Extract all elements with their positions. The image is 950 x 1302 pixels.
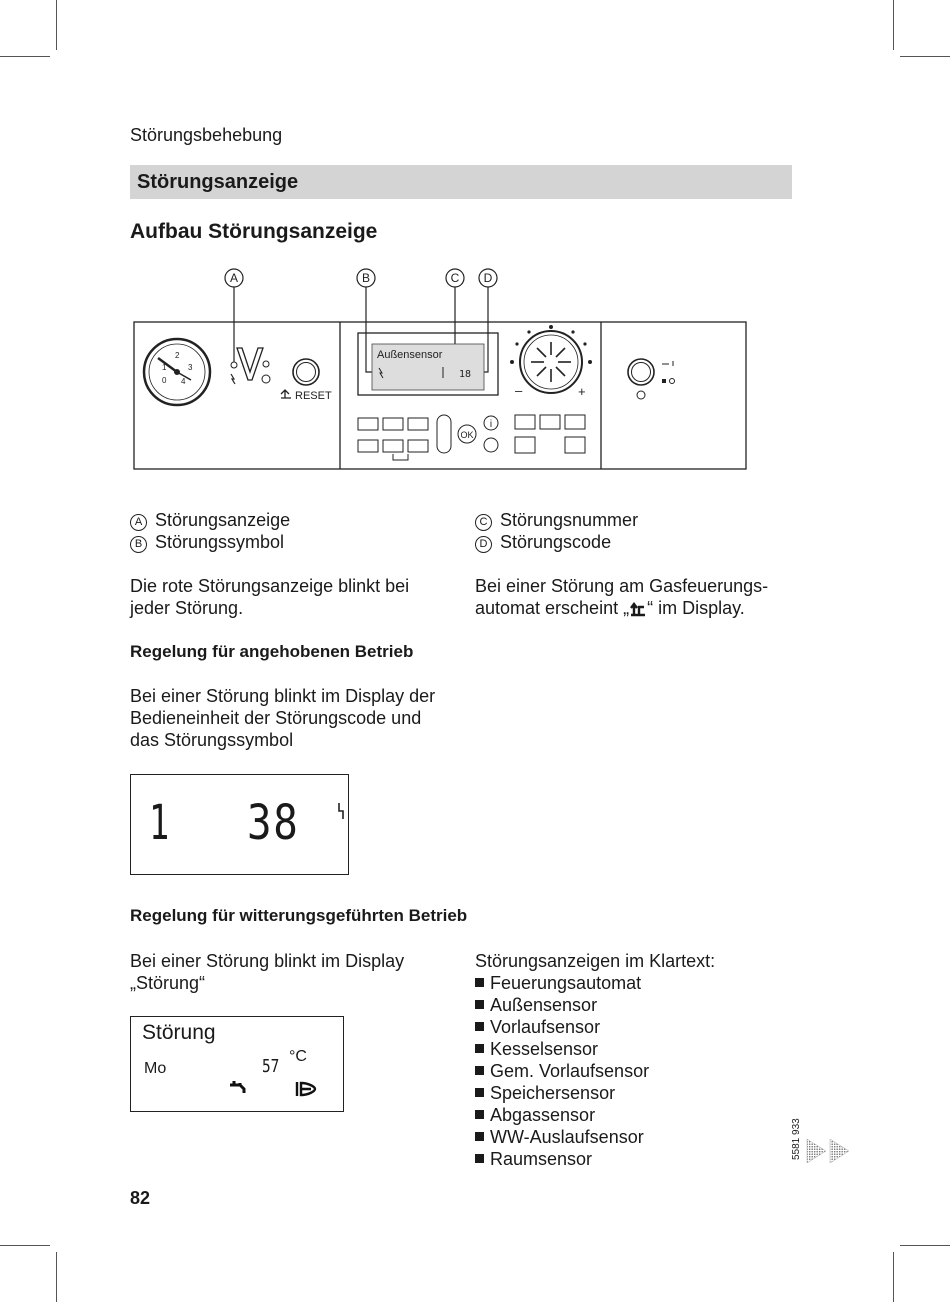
callout-a: A <box>229 271 239 285</box>
page-title: Störungsanzeige <box>137 171 299 193</box>
display-text: Außensensor <box>377 349 443 361</box>
list-item: Kesselsensor <box>475 1038 649 1060</box>
plain-text-intro: Störungsanzeigen im Klartext: <box>475 951 716 971</box>
list-item: Außensensor <box>475 994 649 1016</box>
svg-text:–: – <box>515 383 523 398</box>
list-item: Speichersensor <box>475 1082 649 1104</box>
legend-item: A Störungsanzeige <box>130 509 290 531</box>
section-heading: Regelung für angehobenen Betrieb <box>130 642 414 661</box>
running-header: Störungsbehebung <box>130 125 283 145</box>
burner-flame-icon <box>295 1080 319 1098</box>
crop-mark <box>900 56 950 57</box>
viessmann-logo-icon <box>237 348 263 380</box>
list-item: Feuerungsautomat <box>475 972 649 994</box>
pressure-gauge-icon <box>144 339 210 405</box>
crop-mark <box>900 1245 950 1246</box>
legend-left <box>130 509 290 553</box>
error-led <box>231 362 237 368</box>
temperature-knob[interactable] <box>510 325 592 399</box>
reset-label: RESET <box>295 390 332 402</box>
page-number: 82 <box>130 1188 151 1208</box>
power-icon <box>262 375 270 383</box>
callout-c: C <box>450 271 460 285</box>
title-bar <box>130 165 792 199</box>
svg-text:2: 2 <box>175 351 180 360</box>
list-item: Raumsensor <box>475 1148 649 1170</box>
list-item: WW-Auslaufsensor <box>475 1126 649 1148</box>
fault-code-display <box>130 774 349 875</box>
callout-b: B <box>361 271 371 285</box>
section-heading: Regelung für witterungsgeführten Betrieb <box>130 906 468 925</box>
display-temp: 57 <box>262 1056 280 1077</box>
power-icon <box>637 391 645 399</box>
burner-fault-icon <box>629 599 647 617</box>
fault-code: 38 <box>247 795 300 851</box>
crop-mark <box>56 0 57 50</box>
fan-icon <box>484 438 498 452</box>
fault-number: 1 <box>149 795 170 851</box>
continue-arrows-icon <box>806 1138 852 1164</box>
crop-mark <box>0 56 50 57</box>
svg-text:+: + <box>578 384 586 399</box>
list-item: Vorlaufsensor <box>475 1016 649 1038</box>
legend-item: D Störungscode <box>475 531 638 553</box>
svg-text:3: 3 <box>188 363 193 372</box>
fault-symbol-icon <box>231 374 235 384</box>
display-day: Mo <box>144 1060 167 1077</box>
paragraph-gas-burner: Bei einer Störung am Gasfeuerungs- automat erscheint „ “ im Display. <box>475 576 769 618</box>
list-item: Abgassensor <box>475 1104 649 1126</box>
fault-symbol-icon <box>337 801 347 821</box>
svg-text:4: 4 <box>181 377 186 386</box>
crop-mark <box>893 1252 894 1302</box>
legend-right <box>475 509 638 553</box>
svg-text:0: 0 <box>162 376 167 385</box>
legend-item: C Störungsnummer <box>475 509 638 531</box>
control-panel-diagram <box>125 262 755 477</box>
paragraph-red-indicator: Die rote Störungsanzeige blinkt bei jeder Störung. <box>130 576 410 618</box>
svg-text:18: 18 <box>459 369 472 380</box>
document-number: 5581 933 <box>791 1118 802 1160</box>
display-unit: °C <box>289 1048 307 1065</box>
subtitle: Aufbau Störungsanzeige <box>130 220 378 243</box>
svg-text:i: i <box>489 419 493 430</box>
section-body: Bei einer Störung blinkt im Display der Bedieneinheit der Störungscode und das Störungssymbol <box>130 686 436 750</box>
svg-text:OK: OK <box>460 430 474 440</box>
crop-mark <box>0 1245 50 1246</box>
display-title: Störung <box>142 1021 216 1044</box>
crop-mark <box>56 1252 57 1302</box>
reset-icon <box>281 390 291 398</box>
hot-water-tap-icon <box>228 1079 248 1097</box>
svg-text:1: 1 <box>162 363 167 372</box>
section-body: Bei einer Störung blinkt im Display „Störung“ <box>130 951 405 993</box>
fault-text-list <box>475 972 649 1170</box>
legend-item: B Störungssymbol <box>130 531 290 553</box>
plain-text-display <box>130 1016 344 1112</box>
callout-d: D <box>483 271 493 285</box>
list-item: Gem. Vorlaufsensor <box>475 1060 649 1082</box>
crop-mark <box>893 0 894 50</box>
